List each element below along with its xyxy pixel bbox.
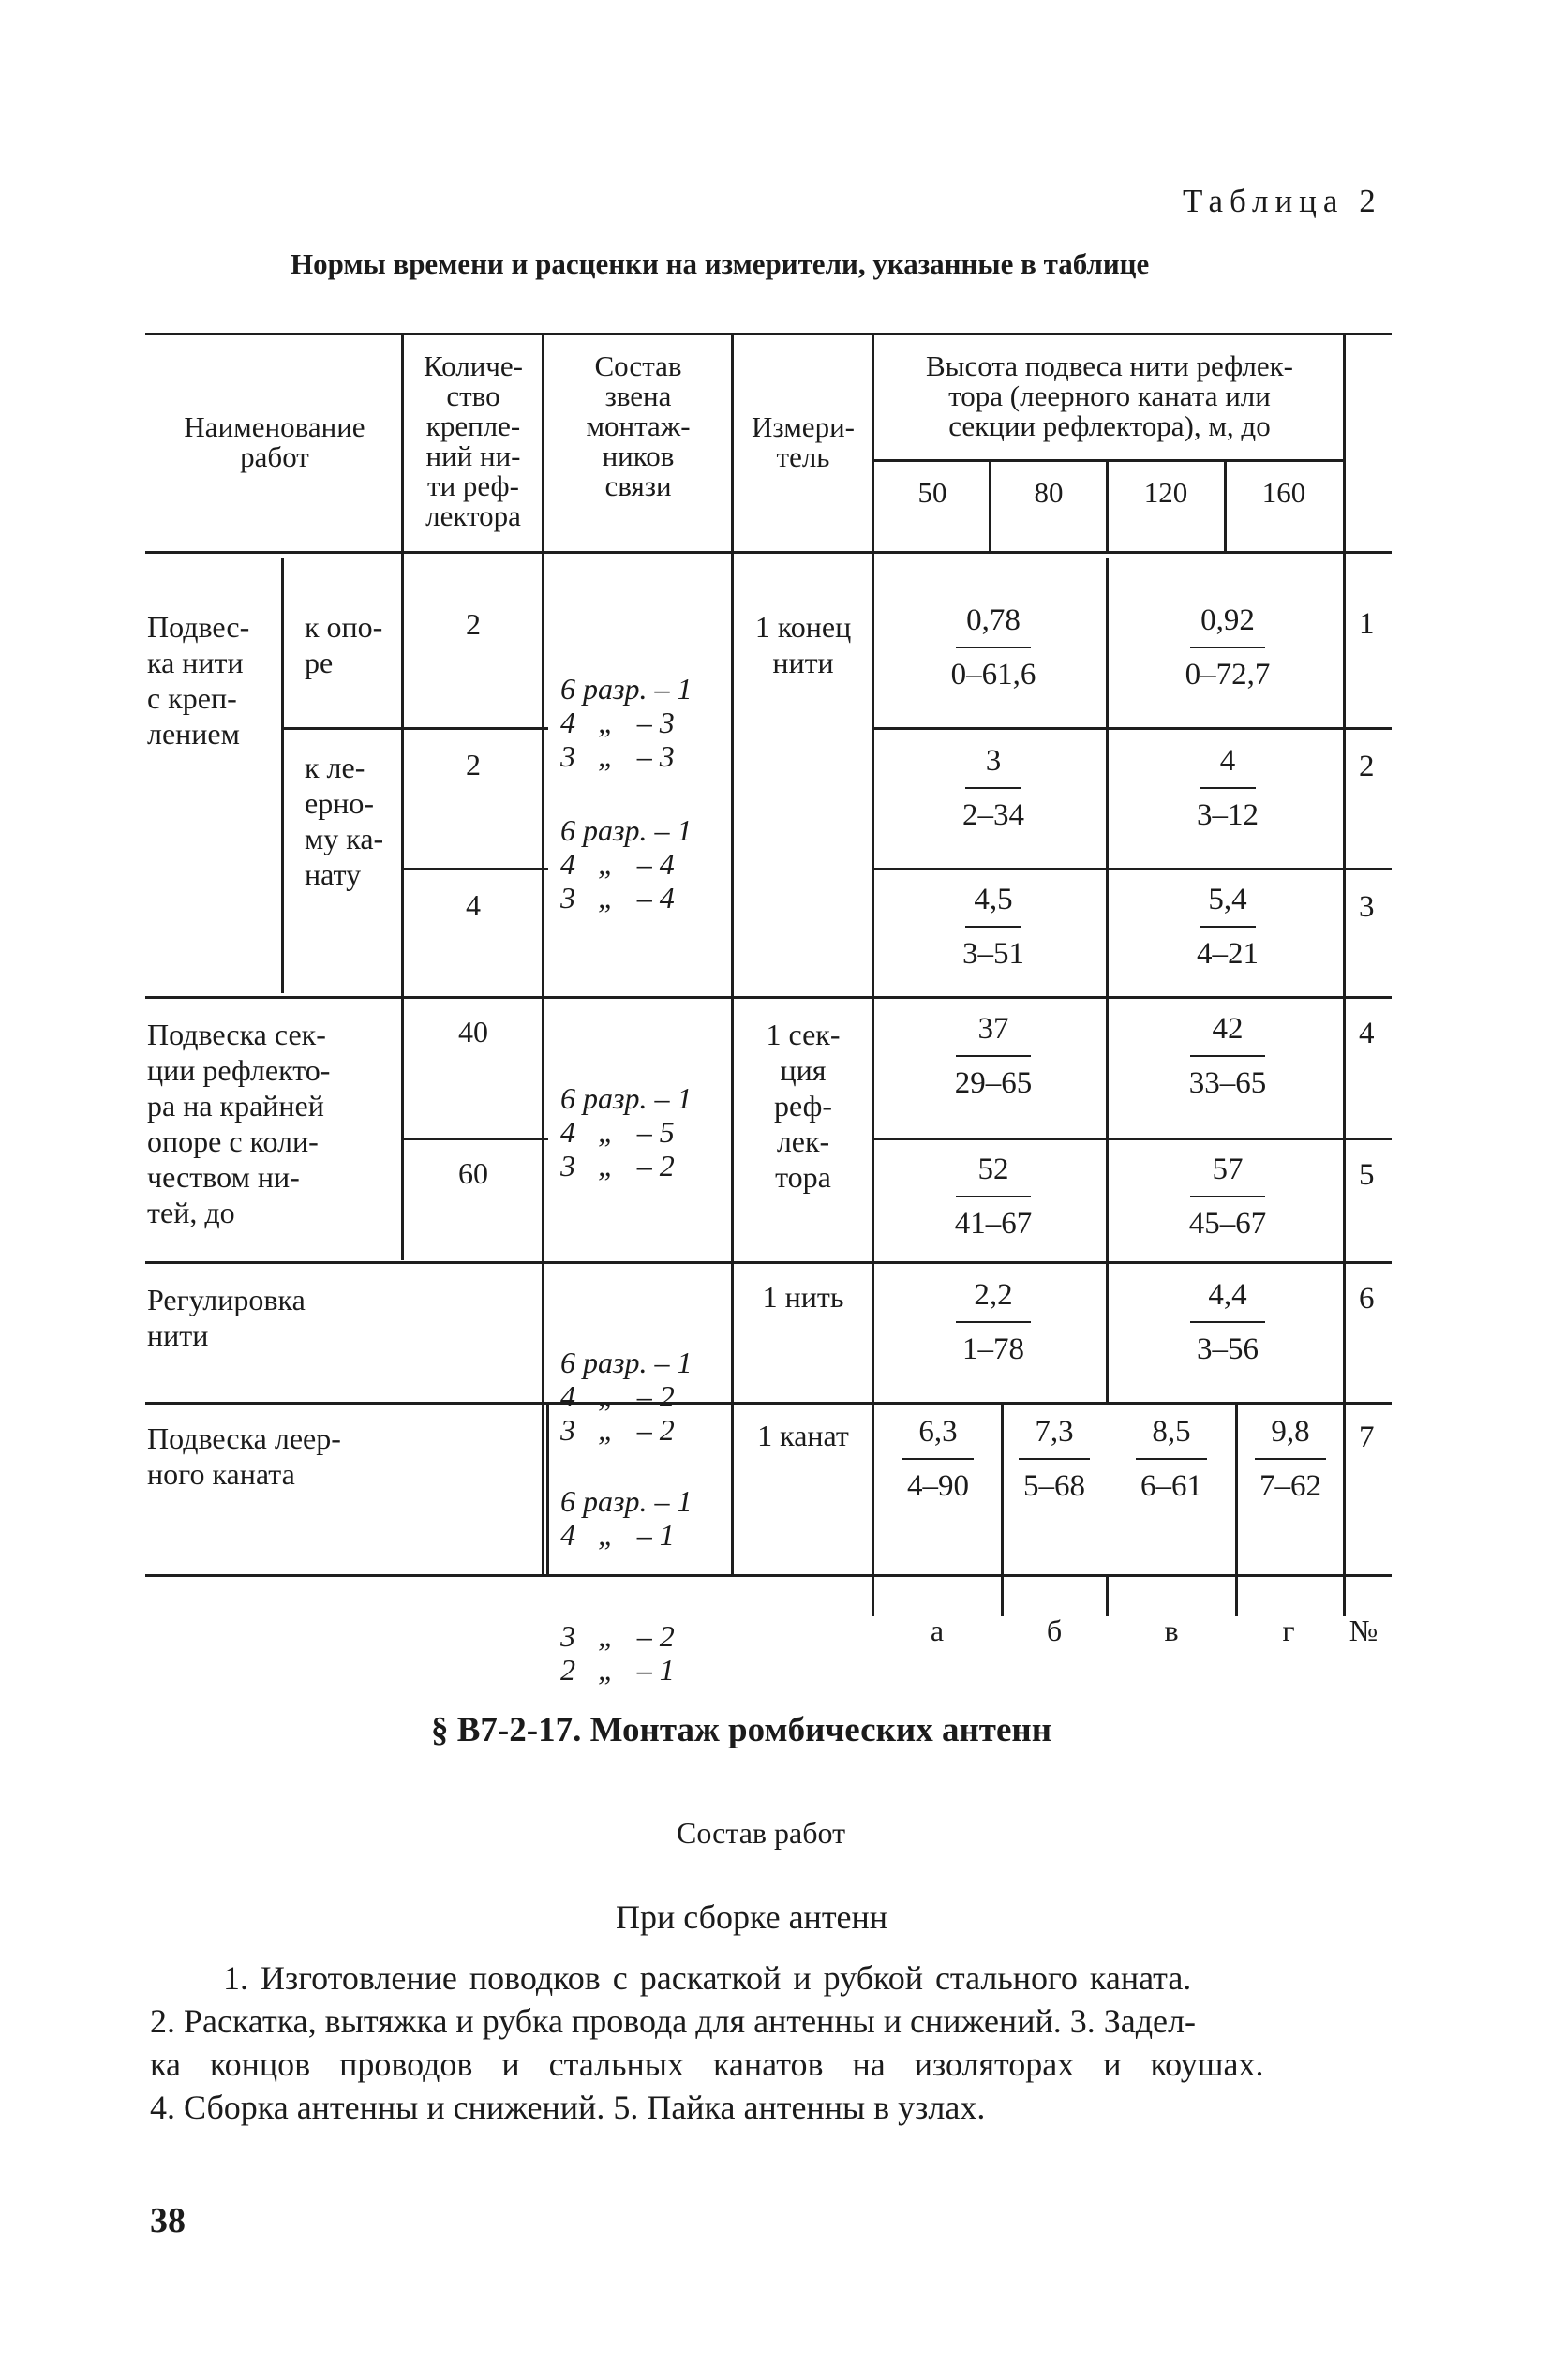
letter-tick-3	[1235, 1574, 1238, 1616]
header-h160: 160	[1261, 476, 1306, 509]
group2-rule	[145, 1261, 1392, 1264]
row4-rule	[403, 1138, 548, 1140]
row4-number: 4	[1359, 1017, 1375, 1050]
row4-value-50-80: 37 29–65	[954, 1012, 1033, 1100]
row2-number: 2	[1359, 750, 1375, 783]
row4-rule-right	[872, 1138, 1392, 1140]
row7-value-160: 9,8 7–62	[1238, 1411, 1343, 1507]
row2-crew: 6 разр. – 1 4 „ – 4 3 „ – 4	[560, 813, 693, 915]
table-label: Таблица 2	[1183, 183, 1382, 219]
row6-value-50-80: 2,2 1–78	[928, 1274, 1059, 1370]
header-meter: Измери- тель	[752, 410, 855, 473]
crew-col-rule	[542, 333, 544, 1574]
row6-value-120-160: 4,4 3–56	[1162, 1274, 1293, 1370]
letter-tick-1	[1001, 1574, 1004, 1616]
col-number-sign: №	[1349, 1614, 1379, 1647]
header-h50: 50	[917, 476, 947, 509]
work-list-line-2: 2. Раскатка, вытяжка и рубка провода для антенны и снижений. 3. Задел-	[150, 2002, 1196, 2040]
row6-meter: 1 нить	[762, 1280, 844, 1314]
page-number: 38	[150, 2201, 186, 2240]
row5-value-120-160: 57 45–67	[1188, 1153, 1267, 1241]
row7-value-120: 8,5 6–61	[1110, 1411, 1233, 1507]
header-h120: 120	[1143, 476, 1188, 509]
row3-count: 4	[466, 888, 481, 922]
row2-rule	[403, 868, 548, 870]
work-list-line-3: ка концов проводов и стальных канатов на изоляторах и коушах.	[150, 2045, 1264, 2083]
header-bottom-rule	[145, 551, 1392, 554]
crew-bottom-rule	[546, 1402, 549, 1574]
header-crew: Состав звена монтаж- ников связи	[586, 350, 691, 502]
row1-value-50-80: 0,78 0–61,6	[950, 603, 1036, 692]
row4-group-label: Подвеска сек- ции рефлекто- ра на крайней опоре с коли- чеством ни- тей, до	[147, 1018, 331, 1229]
row2-count: 2	[466, 748, 481, 781]
row2-value-120-160: 4 3–12	[1197, 744, 1259, 832]
row1-count: 2	[466, 607, 481, 641]
row1-meter: 1 конец нити	[754, 610, 852, 679]
row7-meter: 1 канат	[757, 1419, 849, 1452]
group1-rule	[145, 996, 1392, 999]
row7-crew: 6 разр. – 1 4 „ – 1 3 „ – 2 2 „ – 1	[560, 1484, 693, 1687]
section-subheading: При сборке антенн	[616, 1898, 888, 1936]
table-top-rule	[145, 333, 1392, 335]
row3-number: 3	[1359, 890, 1375, 924]
col-letter-b: б	[1046, 1614, 1063, 1647]
no-col-rule	[1343, 333, 1346, 1616]
row6-number: 6	[1359, 1282, 1375, 1316]
row7-value-50: 6,3 4–90	[879, 1411, 997, 1507]
header-count: Количе- ство крепле- ний ни- ти реф- лектора	[424, 350, 523, 532]
row1-crew: 6 разр. – 1 4 „ – 3 3 „ – 3	[560, 672, 693, 773]
row5-value-50-80: 52 41–67	[954, 1153, 1033, 1241]
row1-number: 1	[1359, 607, 1375, 641]
work-list-line-1: 1. Изготовление поводков с раскаткой и рубкой стального каната.	[223, 1959, 1192, 1997]
col-letter-g: г	[1282, 1614, 1295, 1647]
group3-rule	[145, 1402, 1392, 1405]
table-caption: Нормы времени и расценки на измерители, указанные в таблице	[291, 247, 1150, 280]
row5-count: 60	[458, 1156, 488, 1190]
row1-sub-label: к опо- ре	[305, 610, 383, 679]
row1-rule-right	[872, 727, 1392, 730]
col-letter-a: а	[930, 1614, 945, 1647]
mid-col-rule	[1106, 558, 1109, 1402]
row1-rule	[281, 727, 548, 730]
row7-group-label: Подвеска леер- ного каната	[147, 1421, 341, 1491]
sub-col-rule	[281, 558, 284, 993]
header-h80: 80	[1034, 476, 1064, 509]
height-col-rule	[872, 333, 874, 1616]
count-col-rule	[401, 333, 404, 1260]
table-bottom-rule	[145, 1574, 1392, 1577]
row2-rule-right	[872, 868, 1392, 870]
header-height: Высота подвеса нити рефлек- тора (леерного каната или секции рефлектора), м, до	[925, 350, 1294, 442]
row2-sub-label: к ле- ерно- му ка- нату	[305, 751, 384, 891]
row6-crew: 6 разр. – 1 4 „ – 2 3 „ – 2	[560, 1346, 693, 1447]
row4-meter: 1 сек- ция реф- лек- тора	[766, 1018, 841, 1194]
row7-number: 7	[1359, 1421, 1375, 1454]
row7-value-80: 7,3 5–68	[1004, 1411, 1105, 1507]
row3-value-50-80: 4,5 3–51	[962, 883, 1024, 971]
row4-crew: 6 разр. – 1 4 „ – 5 3 „ – 2	[560, 1081, 693, 1183]
section-subtitle: Состав работ	[677, 1816, 846, 1850]
row4-count: 40	[458, 1015, 488, 1049]
row6-group-label: Регулировка нити	[147, 1283, 306, 1352]
meter-col-rule	[731, 333, 734, 1574]
header-name: Наименование работ	[184, 410, 365, 473]
row2-value-50-80: 3 2–34	[962, 744, 1024, 832]
row5-number: 5	[1359, 1158, 1375, 1192]
section-title: § В7-2-17. Монтаж ромбических антенн	[431, 1711, 1052, 1749]
col-letter-v: в	[1164, 1614, 1179, 1647]
work-list-line-4: 4. Сборка антенны и снижений. 5. Пайка антенны в узлах.	[150, 2089, 986, 2126]
row1-value-120-160: 0,92 0–72,7	[1185, 603, 1271, 692]
row1-group-label: Подвес- ка нити с креп- лением	[147, 610, 250, 751]
row3-value-120-160: 5,4 4–21	[1197, 883, 1259, 971]
letter-tick-2	[1106, 1574, 1109, 1616]
row4-value-120-160: 42 33–65	[1188, 1012, 1267, 1100]
